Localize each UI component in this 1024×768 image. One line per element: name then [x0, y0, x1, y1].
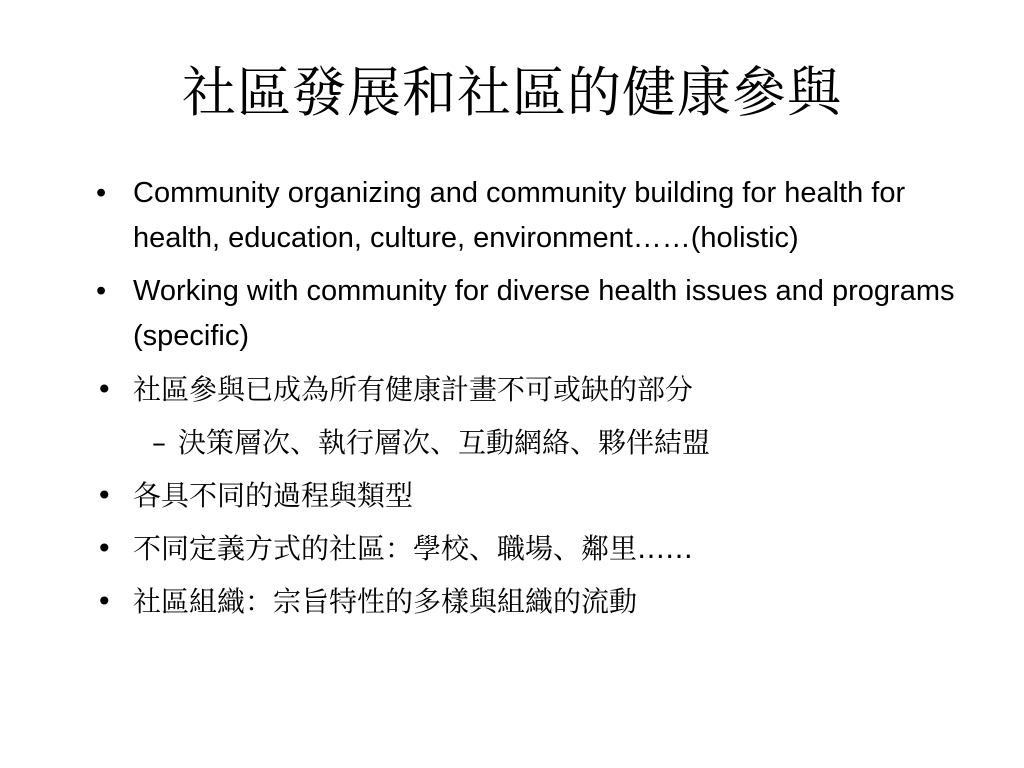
sub-bullet-item-levels: [0, 420, 1024, 465]
dash-icon: –: [152, 426, 166, 459]
bullet-icon: •: [96, 373, 113, 406]
bullet-icon: •: [96, 275, 107, 307]
bullet-icon: •: [96, 177, 107, 209]
bullet-text: 不同定義方式的社區：學校、職場、鄰里……: [133, 532, 694, 565]
bullet-item-organization: [0, 579, 1024, 624]
bullet-item-participation: [0, 367, 1024, 412]
bullet-list: [0, 171, 1024, 632]
bullet-item-specific: [0, 269, 1024, 359]
bullet-text: 社區參與已成為所有健康計畫不可或缺的部分: [133, 373, 694, 406]
sub-bullet-text: 決策層次、執行層次、互動網絡、夥伴結盟: [178, 426, 711, 459]
bullet-text: Working with community for diverse health issues and programs (specific): [133, 275, 955, 352]
bullet-icon: •: [96, 585, 113, 618]
bullet-item-community-definitions: [0, 526, 1024, 571]
slide-title: 社區發展和社區的健康參與: [182, 61, 842, 124]
bullet-text: 各具不同的過程與類型: [133, 479, 414, 512]
bullet-text: 社區組織：宗旨特性的多樣與組織的流動: [133, 585, 638, 618]
bullet-text: Community organizing and community building for health for health, education, culture, environment……(holistic): [133, 177, 906, 254]
bullet-icon: •: [96, 532, 113, 565]
bullet-icon: •: [96, 479, 113, 512]
bullet-item-holistic: [0, 171, 1024, 261]
bullet-item-types: [0, 473, 1024, 518]
